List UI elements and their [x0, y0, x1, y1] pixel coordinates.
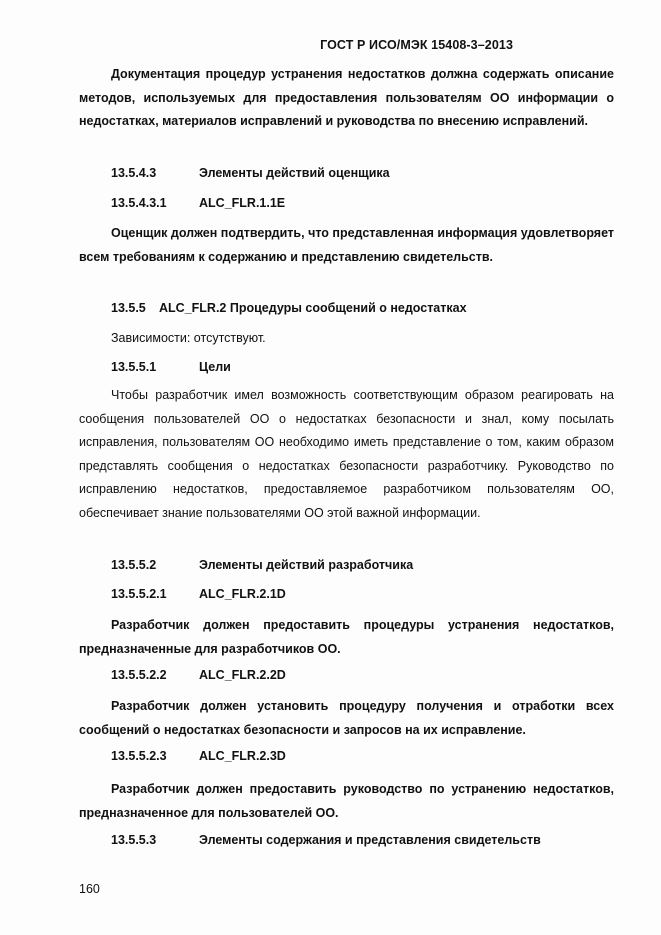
- document-header: ГОСТ Р ИСО/МЭК 15408-3–2013: [320, 38, 513, 52]
- section-number: 13.5.4.3: [111, 166, 157, 180]
- section-heading-13-5-5-2: [111, 558, 413, 572]
- section-number: 13.5.4.3.1: [111, 196, 167, 210]
- section-title: ALC_FLR.1.1E: [199, 196, 286, 210]
- section-number: 13.5.5.2: [111, 558, 157, 572]
- section-title: Элементы содержания и представления свидетельств: [199, 833, 541, 847]
- section-heading-13-5-4-3: [111, 166, 390, 180]
- dependencies-text: Зависимости: отсутствуют.: [111, 331, 266, 345]
- paragraph-developer-procedures: Разработчик должен предоставить процедуры устранения недостатков, предназначенные для разработчиков ОО.: [79, 618, 614, 656]
- section-title: ALC_FLR.2 Процедуры сообщений о недостатках: [159, 301, 467, 315]
- section-title: Цели: [199, 360, 231, 374]
- section-number: 13.5.5: [111, 301, 146, 315]
- section-number: 13.5.5.2.2: [111, 668, 167, 682]
- section-heading-13-5-4-3-1: [111, 196, 285, 210]
- paragraph-flaw-procedures: Документация процедур устранения недостатков должна содержать описание методов, используемых для предоставления пользователям ОО информации о недостатках, материалов исправлений и руководства по внесению исправлений.: [79, 67, 614, 128]
- section-heading-13-5-5-1: [111, 360, 231, 374]
- paragraph-evaluator-confirm: Оценщик должен подтвердить, что представленная информация удовлетворяет всем требованиям к содержанию и представлению свидетельств.: [79, 226, 614, 264]
- section-heading-13-5-5: [111, 301, 467, 315]
- section-heading-13-5-5-2-2: [111, 668, 286, 682]
- section-title: ALC_FLR.2.2D: [199, 668, 286, 682]
- section-heading-13-5-5-3: [111, 833, 541, 847]
- section-title: ALC_FLR.2.1D: [199, 587, 286, 601]
- paragraph-developer-guidance: Разработчик должен предоставить руководство по устранению недостатков, предназначенное для пользователей ОО.: [79, 782, 614, 820]
- paragraph-developer-establish: Разработчик должен установить процедуру получения и отработки всех сообщений о недостатках безопасности и запросов на их исправление.: [79, 699, 614, 737]
- page-number: 160: [79, 882, 100, 896]
- section-title: Элементы действий разработчика: [199, 558, 414, 572]
- paragraph-objectives: Чтобы разработчик имел возможность соответствующим образом реагировать на сообщения пользователей ОО о недостатках безопасности и знал, кому посылать исправления, пользователям ОО необходимо иметь представление о том, каким образом представлять сообщения о недостатках безопасности разработчику. Руководство по исправлению недостатков, предоставляемое разработчиком пользователям ОО, обеспечивает знание пользователями ОО этой важной информации.: [79, 388, 614, 520]
- section-number: 13.5.5.3: [111, 833, 157, 847]
- section-title: Элементы действий оценщика: [199, 166, 390, 180]
- section-number: 13.5.5.1: [111, 360, 157, 374]
- section-title: ALC_FLR.2.3D: [199, 749, 286, 763]
- section-heading-13-5-5-2-1: [111, 587, 286, 601]
- section-number: 13.5.5.2.1: [111, 587, 167, 601]
- section-number: 13.5.5.2.3: [111, 749, 167, 763]
- section-heading-13-5-5-2-3: [111, 749, 286, 763]
